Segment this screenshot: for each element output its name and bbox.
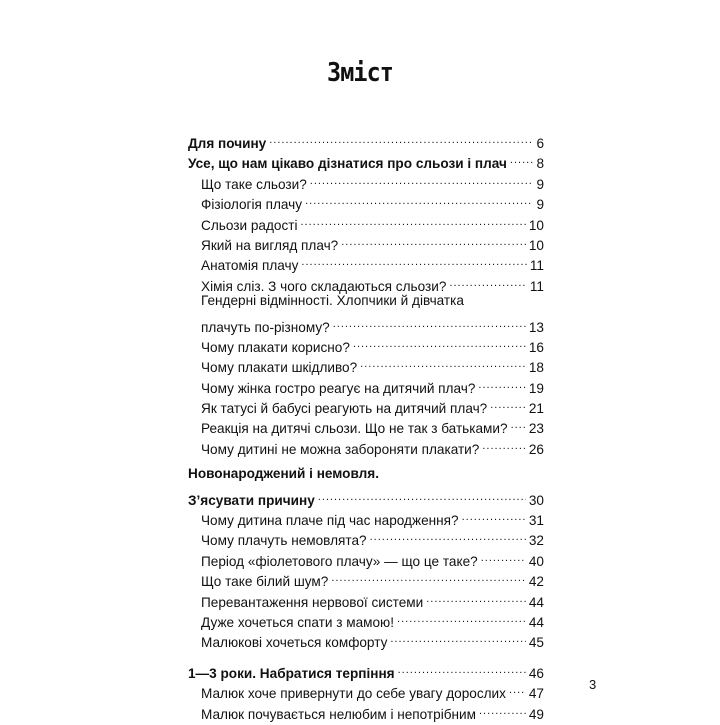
toc-entry-page: 11 bbox=[529, 278, 544, 294]
dot-leader bbox=[479, 699, 526, 719]
dot-leader bbox=[301, 210, 526, 230]
toc-entry-title: Сльози радості bbox=[201, 217, 298, 233]
toc-entry-title: Що таке сльози? bbox=[201, 176, 307, 192]
toc-entry-title: Чому плачуть немовлята? bbox=[201, 533, 367, 549]
dot-leader bbox=[509, 678, 526, 698]
toc-entry-title: Анатомія плачу bbox=[201, 258, 299, 274]
toc-entry-page: 32 bbox=[528, 533, 544, 549]
dot-leader bbox=[269, 128, 533, 148]
toc-entry-page: 46 bbox=[528, 665, 544, 681]
toc-entry-title: Чому дитині не можна забороняти плакати? bbox=[201, 441, 480, 457]
toc-entry-page: 11 bbox=[529, 258, 544, 274]
toc-entry-title: З’ясувати причину bbox=[188, 492, 315, 508]
toc-entry-title: Період «фіолетового плачу» — що це таке? bbox=[201, 553, 478, 569]
dot-leader bbox=[398, 658, 526, 678]
toc-entry-page: 10 bbox=[528, 217, 544, 233]
toc-entry-page: 47 bbox=[528, 686, 544, 702]
toc-entry-page: 49 bbox=[528, 706, 544, 722]
dot-leader bbox=[397, 607, 526, 627]
toc-entry-title: Дуже хочеться спати з мамою! bbox=[201, 614, 395, 630]
toc-entry bbox=[188, 566, 544, 590]
toc-entry-page: 26 bbox=[528, 441, 544, 457]
toc-entry bbox=[188, 271, 544, 294]
dot-leader bbox=[333, 312, 526, 332]
toc-entry-title: 1—3 роки. Набратися терпіння bbox=[188, 665, 395, 681]
toc-entry-title: Чому дитина плаче під час народження? bbox=[201, 513, 459, 529]
toc-section-entry bbox=[188, 128, 544, 151]
dot-leader bbox=[310, 169, 534, 189]
toc-entry-title: плачуть по-різному? bbox=[201, 319, 330, 335]
toc-entry-page: 9 bbox=[536, 197, 544, 213]
toc-entry bbox=[188, 546, 544, 569]
toc-entry-title: Малюк почувається нелюбим і непотрібним bbox=[201, 706, 476, 722]
toc-entry-title: Чому плакати корисно? bbox=[201, 339, 350, 355]
toc-entry bbox=[188, 373, 544, 396]
toc-entry-page: 42 bbox=[528, 574, 544, 590]
dot-leader bbox=[370, 525, 526, 545]
toc-entry-title: Чому жінка гостро реагує на дитячий плач? bbox=[201, 380, 476, 396]
toc-entry-page: 16 bbox=[528, 339, 544, 355]
toc-entry-title: Що таке білий шум? bbox=[201, 574, 329, 590]
toc-entry-title: Малюкові хочеться комфорту bbox=[201, 635, 388, 651]
toc-entry bbox=[188, 352, 544, 376]
toc-section-entry bbox=[188, 658, 544, 681]
toc-entry-page: 45 bbox=[528, 635, 544, 651]
toc-entry-title: Хімія сліз. З чого складаються сльози? bbox=[201, 278, 447, 294]
toc-entry-page: 21 bbox=[528, 401, 544, 417]
dot-leader bbox=[360, 352, 526, 372]
toc-entry-page: 13 bbox=[528, 319, 544, 335]
toc-entry-page: 18 bbox=[528, 360, 544, 376]
toc-entry-title: Чому плакати шкідливо? bbox=[201, 360, 358, 376]
toc-entry bbox=[188, 525, 544, 549]
dot-leader bbox=[510, 148, 534, 168]
toc-section-entry bbox=[188, 464, 544, 484]
toc-entry bbox=[188, 627, 544, 651]
toc-entry bbox=[188, 210, 544, 233]
dot-leader bbox=[481, 546, 526, 566]
toc-entry bbox=[188, 505, 544, 529]
toc-entry-title: Малюк хоче привернути до себе увагу дорослих bbox=[201, 686, 506, 702]
toc-entry-title: Як татусі й бабусі реагують на дитячий плач? bbox=[201, 401, 488, 417]
toc-entry bbox=[188, 607, 544, 630]
dot-leader bbox=[305, 189, 533, 209]
dot-leader bbox=[390, 627, 526, 647]
dot-leader bbox=[462, 505, 526, 525]
toc-entry bbox=[188, 312, 544, 335]
dot-leader bbox=[318, 485, 526, 505]
dot-leader bbox=[341, 230, 526, 250]
dot-leader bbox=[511, 413, 526, 433]
toc-entry bbox=[188, 250, 544, 274]
toc-entry-title: Усе, що нам цікаво дізнатися про сльози і плач bbox=[188, 156, 507, 172]
dot-leader bbox=[449, 271, 526, 291]
toc-entry-title: Новонароджений і немовля. bbox=[188, 466, 379, 482]
toc-section-entry bbox=[188, 148, 544, 172]
dot-leader bbox=[478, 373, 525, 393]
toc-entry-title: Який на вигляд плач? bbox=[201, 237, 339, 253]
toc-entry-page: 8 bbox=[536, 156, 544, 172]
toc-entry-page: 40 bbox=[528, 553, 544, 569]
toc-section-entry bbox=[188, 485, 544, 508]
toc-entry bbox=[188, 332, 544, 355]
toc-entry bbox=[188, 678, 544, 702]
toc-entry-title: Перевантаження нервової системи bbox=[201, 594, 424, 610]
toc-entry bbox=[188, 413, 544, 437]
table-of-contents bbox=[188, 128, 544, 722]
toc-entry-page: 10 bbox=[528, 237, 544, 253]
dot-leader bbox=[301, 250, 526, 270]
toc-entry bbox=[188, 699, 544, 722]
toc-entry-page: 44 bbox=[528, 614, 544, 630]
dot-leader bbox=[482, 434, 526, 454]
toc-entry bbox=[188, 169, 544, 192]
dot-leader bbox=[353, 332, 526, 352]
toc-entry-page: 31 bbox=[528, 513, 544, 529]
toc-entry bbox=[188, 393, 544, 417]
toc-entry-page: 19 bbox=[528, 380, 544, 396]
toc-entry-title: Фізіологія плачу bbox=[201, 197, 303, 213]
toc-entry bbox=[188, 230, 544, 253]
toc-entry-title: Гендерні відмінності. Хлопчики й дівчатка bbox=[201, 293, 464, 309]
dot-leader bbox=[331, 566, 526, 586]
toc-entry-page: 9 bbox=[536, 176, 544, 192]
toc-entry bbox=[188, 291, 544, 311]
toc-entry-page: 30 bbox=[528, 492, 544, 508]
toc-entry-page: 6 bbox=[536, 136, 544, 151]
dot-leader bbox=[490, 393, 526, 413]
toc-entry bbox=[188, 434, 544, 457]
dot-leader bbox=[426, 587, 526, 607]
page-title: Зміст bbox=[327, 58, 393, 88]
toc-entry-title: Реакція на дитячі сльози. Що не так з батьками? bbox=[201, 421, 508, 437]
toc-entry bbox=[188, 189, 544, 213]
toc-entry-page: 44 bbox=[528, 594, 544, 610]
toc-entry bbox=[188, 587, 544, 610]
toc-entry-page: 23 bbox=[528, 421, 544, 437]
toc-entry-title: Для почину bbox=[188, 136, 267, 151]
page-number: 3 bbox=[589, 677, 597, 692]
